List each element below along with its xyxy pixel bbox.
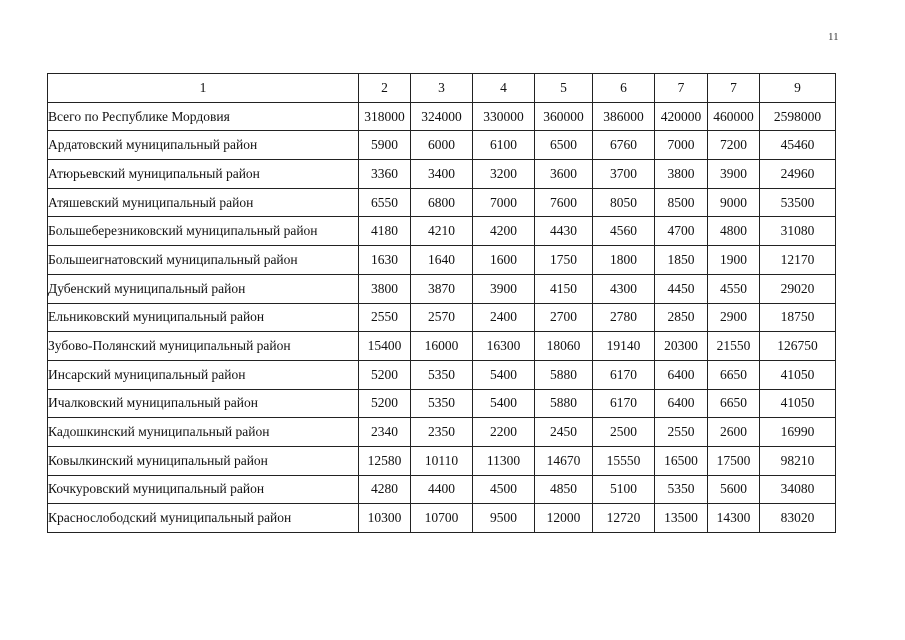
value-cell: 98210 — [760, 446, 836, 475]
district-name-cell: Ардатовский муниципальный район — [48, 131, 359, 160]
value-cell: 2200 — [473, 418, 535, 447]
value-cell: 3870 — [411, 274, 473, 303]
value-cell: 29020 — [760, 274, 836, 303]
value-cell: 1900 — [708, 246, 760, 275]
value-cell: 3400 — [411, 160, 473, 189]
page-number: 11 — [828, 31, 839, 43]
table-row — [48, 188, 836, 217]
value-cell: 18750 — [760, 303, 836, 332]
value-cell: 460000 — [708, 102, 760, 131]
value-cell: 3800 — [655, 160, 708, 189]
value-cell: 3200 — [473, 160, 535, 189]
value-cell: 41050 — [760, 360, 836, 389]
district-name-cell: Краснослободский муниципальный район — [48, 504, 359, 533]
value-cell: 83020 — [760, 504, 836, 533]
value-cell: 8050 — [593, 188, 655, 217]
value-cell: 3900 — [708, 160, 760, 189]
district-name-cell: Ельниковский муниципальный район — [48, 303, 359, 332]
value-cell: 41050 — [760, 389, 836, 418]
value-cell: 24960 — [760, 160, 836, 189]
value-cell: 2350 — [411, 418, 473, 447]
value-cell: 2340 — [359, 418, 411, 447]
district-name-cell: Ковылкинский муниципальный район — [48, 446, 359, 475]
value-cell: 16500 — [655, 446, 708, 475]
table-row — [48, 131, 836, 160]
value-cell: 18060 — [535, 332, 593, 361]
value-cell: 7000 — [473, 188, 535, 217]
value-cell: 5200 — [359, 389, 411, 418]
value-cell: 9000 — [708, 188, 760, 217]
value-cell: 17500 — [708, 446, 760, 475]
value-cell: 11300 — [473, 446, 535, 475]
value-cell: 318000 — [359, 102, 411, 131]
district-name-cell: Инсарский муниципальный район — [48, 360, 359, 389]
value-cell: 8500 — [655, 188, 708, 217]
value-cell: 12580 — [359, 446, 411, 475]
value-cell: 5900 — [359, 131, 411, 160]
value-cell: 10700 — [411, 504, 473, 533]
value-cell: 6550 — [359, 188, 411, 217]
value-cell: 1750 — [535, 246, 593, 275]
value-cell: 4150 — [535, 274, 593, 303]
table-row — [48, 418, 836, 447]
value-cell: 386000 — [593, 102, 655, 131]
table-header-row — [48, 74, 836, 103]
value-cell: 6500 — [535, 131, 593, 160]
value-cell: 14670 — [535, 446, 593, 475]
value-cell: 4210 — [411, 217, 473, 246]
column-header: 6 — [593, 74, 655, 103]
value-cell: 45460 — [760, 131, 836, 160]
value-cell: 2600 — [708, 418, 760, 447]
value-cell: 7200 — [708, 131, 760, 160]
value-cell: 7000 — [655, 131, 708, 160]
column-header: 7 — [655, 74, 708, 103]
value-cell: 4850 — [535, 475, 593, 504]
district-name-cell: Большеберезниковский муниципальный район — [48, 217, 359, 246]
value-cell: 3900 — [473, 274, 535, 303]
value-cell: 126750 — [760, 332, 836, 361]
table-row — [48, 274, 836, 303]
value-cell: 4560 — [593, 217, 655, 246]
column-header: 2 — [359, 74, 411, 103]
district-name-cell: Всего по Республике Мордовия — [48, 102, 359, 131]
district-name-cell: Кадошкинский муниципальный район — [48, 418, 359, 447]
value-cell: 4200 — [473, 217, 535, 246]
value-cell: 420000 — [655, 102, 708, 131]
column-header: 4 — [473, 74, 535, 103]
table-row — [48, 360, 836, 389]
value-cell: 2550 — [359, 303, 411, 332]
district-name-cell: Зубово-Полянский муниципальный район — [48, 332, 359, 361]
value-cell: 1800 — [593, 246, 655, 275]
value-cell: 2400 — [473, 303, 535, 332]
table-row — [48, 246, 836, 275]
table-body — [48, 102, 836, 532]
value-cell: 4300 — [593, 274, 655, 303]
value-cell: 9500 — [473, 504, 535, 533]
value-cell: 2550 — [655, 418, 708, 447]
value-cell: 360000 — [535, 102, 593, 131]
value-cell: 330000 — [473, 102, 535, 131]
value-cell: 1850 — [655, 246, 708, 275]
district-name-cell: Атюрьевский муниципальный район — [48, 160, 359, 189]
value-cell: 12000 — [535, 504, 593, 533]
table-row — [48, 102, 836, 131]
value-cell: 3700 — [593, 160, 655, 189]
value-cell: 5350 — [411, 360, 473, 389]
value-cell: 6170 — [593, 360, 655, 389]
value-cell: 3360 — [359, 160, 411, 189]
value-cell: 5880 — [535, 360, 593, 389]
value-cell: 21550 — [708, 332, 760, 361]
value-cell: 2900 — [708, 303, 760, 332]
value-cell: 4550 — [708, 274, 760, 303]
column-header: 9 — [760, 74, 836, 103]
value-cell: 6760 — [593, 131, 655, 160]
value-cell: 5400 — [473, 360, 535, 389]
value-cell: 2450 — [535, 418, 593, 447]
value-cell: 4500 — [473, 475, 535, 504]
value-cell: 16000 — [411, 332, 473, 361]
value-cell: 53500 — [760, 188, 836, 217]
district-name-cell: Кочкуровский муниципальный район — [48, 475, 359, 504]
value-cell: 6400 — [655, 389, 708, 418]
value-cell: 2598000 — [760, 102, 836, 131]
value-cell: 4450 — [655, 274, 708, 303]
table-row — [48, 332, 836, 361]
value-cell: 5880 — [535, 389, 593, 418]
value-cell: 2700 — [535, 303, 593, 332]
table-row — [48, 389, 836, 418]
value-cell: 2780 — [593, 303, 655, 332]
value-cell: 3800 — [359, 274, 411, 303]
value-cell: 5600 — [708, 475, 760, 504]
district-name-cell: Дубенский муниципальный район — [48, 274, 359, 303]
value-cell: 10110 — [411, 446, 473, 475]
value-cell: 1640 — [411, 246, 473, 275]
column-header: 7 — [708, 74, 760, 103]
value-cell: 3600 — [535, 160, 593, 189]
value-cell: 19140 — [593, 332, 655, 361]
table-row — [48, 303, 836, 332]
table-row — [48, 475, 836, 504]
value-cell: 5100 — [593, 475, 655, 504]
value-cell: 2570 — [411, 303, 473, 332]
value-cell: 4400 — [411, 475, 473, 504]
value-cell: 6650 — [708, 360, 760, 389]
value-cell: 12170 — [760, 246, 836, 275]
column-header: 1 — [48, 74, 359, 103]
value-cell: 6000 — [411, 131, 473, 160]
value-cell: 5200 — [359, 360, 411, 389]
value-cell: 2850 — [655, 303, 708, 332]
district-name-cell: Большеигнатовский муниципальный район — [48, 246, 359, 275]
value-cell: 14300 — [708, 504, 760, 533]
table-row — [48, 217, 836, 246]
value-cell: 4280 — [359, 475, 411, 504]
district-name-cell: Атяшевский муниципальный район — [48, 188, 359, 217]
value-cell: 4700 — [655, 217, 708, 246]
value-cell: 16990 — [760, 418, 836, 447]
value-cell: 1600 — [473, 246, 535, 275]
value-cell: 2500 — [593, 418, 655, 447]
column-header: 5 — [535, 74, 593, 103]
value-cell: 15550 — [593, 446, 655, 475]
value-cell: 16300 — [473, 332, 535, 361]
value-cell: 15400 — [359, 332, 411, 361]
value-cell: 1630 — [359, 246, 411, 275]
value-cell: 6400 — [655, 360, 708, 389]
value-cell: 6800 — [411, 188, 473, 217]
value-cell: 4430 — [535, 217, 593, 246]
value-cell: 31080 — [760, 217, 836, 246]
value-cell: 324000 — [411, 102, 473, 131]
value-cell: 12720 — [593, 504, 655, 533]
value-cell: 5350 — [411, 389, 473, 418]
value-cell: 6170 — [593, 389, 655, 418]
value-cell: 6100 — [473, 131, 535, 160]
table-row — [48, 446, 836, 475]
value-cell: 34080 — [760, 475, 836, 504]
value-cell: 4180 — [359, 217, 411, 246]
table-row — [48, 160, 836, 189]
value-cell: 4800 — [708, 217, 760, 246]
value-cell: 6650 — [708, 389, 760, 418]
table-row — [48, 504, 836, 533]
value-cell: 10300 — [359, 504, 411, 533]
value-cell: 13500 — [655, 504, 708, 533]
value-cell: 5350 — [655, 475, 708, 504]
value-cell: 5400 — [473, 389, 535, 418]
district-name-cell: Ичалковский муниципальный район — [48, 389, 359, 418]
district-data-table — [47, 73, 836, 533]
value-cell: 20300 — [655, 332, 708, 361]
value-cell: 7600 — [535, 188, 593, 217]
column-header: 3 — [411, 74, 473, 103]
